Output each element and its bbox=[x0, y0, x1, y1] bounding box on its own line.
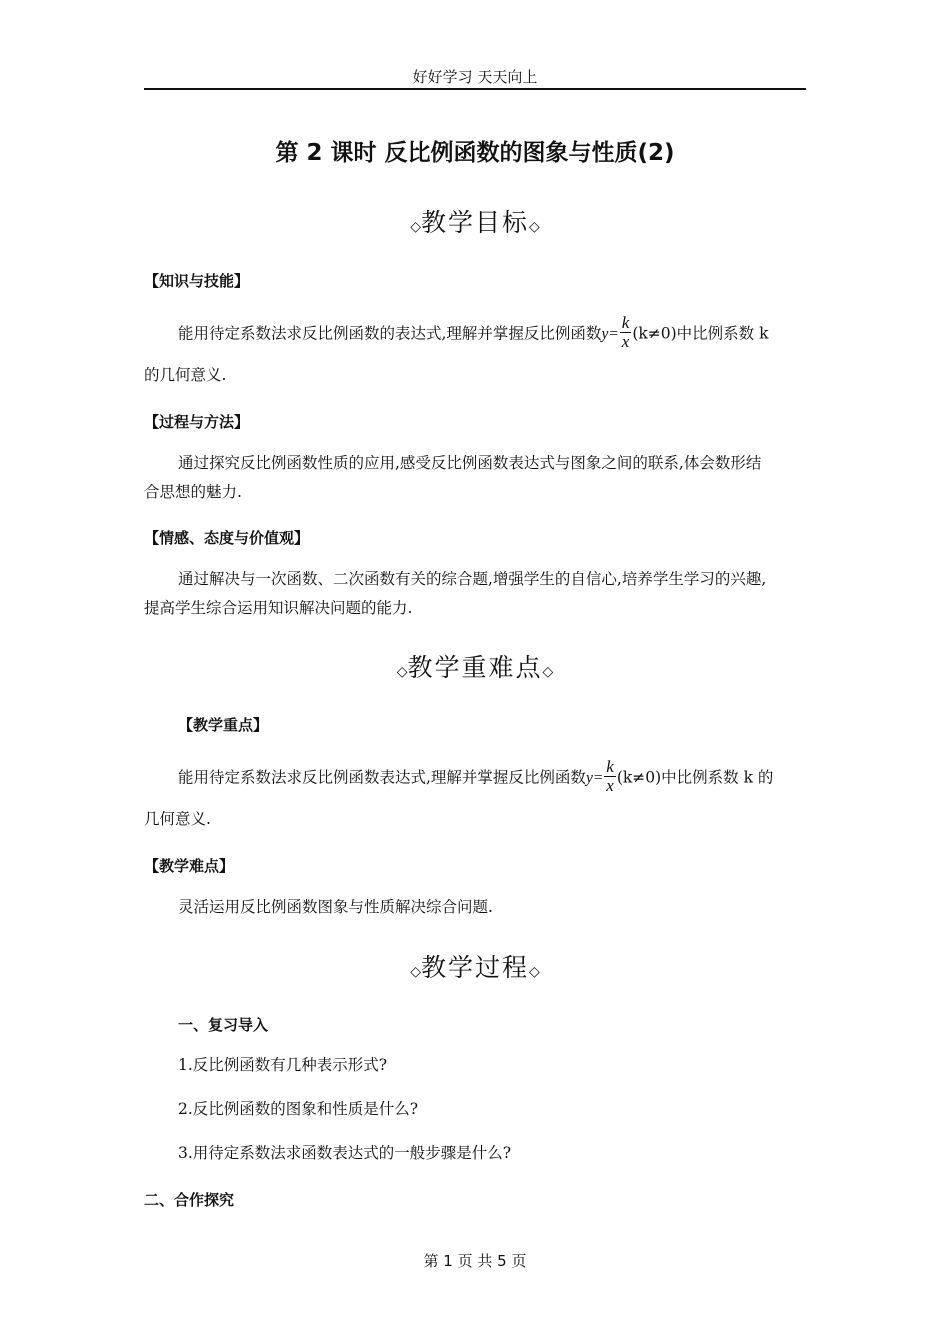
section-title-goals bbox=[0, 203, 950, 239]
formula-numerator: k bbox=[621, 313, 630, 332]
method-text-line-2: 合思想的魅力. bbox=[144, 483, 242, 501]
formula-fraction bbox=[620, 314, 632, 351]
attitude-text-line-1: 通过解决与一次函数、二次函数有关的综合题,增强学生的自信心,培养学生学习的兴趣, bbox=[178, 570, 767, 588]
section-title-process bbox=[0, 948, 950, 984]
diamond-icon: ◇ bbox=[410, 219, 421, 235]
formula-fraction bbox=[604, 758, 616, 795]
method-label: 【过程与方法】 bbox=[144, 413, 250, 431]
section-title-goals-text: 教学目标 bbox=[420, 208, 529, 237]
knowledge-text-part-1: 能用待定系数法求反比例函数的表达式,理解并掌握反比例函数 bbox=[178, 324, 602, 343]
formula-lhs: y= bbox=[585, 769, 604, 787]
formula-condition: (k≠0) bbox=[632, 324, 677, 343]
knowledge-text-line-2: 的几何意义. bbox=[144, 366, 227, 384]
focus-label: 【教学重点】 bbox=[178, 716, 269, 734]
diamond-icon: ◇ bbox=[410, 964, 421, 980]
focus-text-part-2: 中比例系数 k 的 bbox=[661, 768, 774, 787]
page-header: 好好学习 天天向上 bbox=[412, 68, 538, 86]
section-title-keypoints-text: 教学重难点 bbox=[407, 653, 543, 682]
focus-text-line-2: 几何意义. bbox=[144, 810, 211, 828]
lesson-title: 第 2 课时 反比例函数的图象与性质(2) bbox=[275, 140, 675, 166]
header-divider bbox=[144, 88, 806, 90]
page-number: 第 1 页 共 5 页 bbox=[423, 1252, 527, 1270]
formula-denominator: x bbox=[621, 332, 630, 351]
difficulty-label: 【教学难点】 bbox=[144, 857, 235, 875]
formula-denominator: x bbox=[606, 776, 614, 795]
knowledge-text-line-1 bbox=[178, 313, 769, 353]
knowledge-label: 【知识与技能】 bbox=[144, 272, 250, 290]
method-text-line-1: 通过探究反比例函数性质的应用,感受反比例函数表达式与图象之间的联系,体会数形结 bbox=[178, 454, 762, 472]
difficulty-text: 灵活运用反比例函数图象与性质解决综合问题. bbox=[178, 898, 493, 916]
section-title-keypoints bbox=[0, 648, 950, 684]
review-question: 2.反比例函数的图象和性质是什么? bbox=[178, 1100, 419, 1118]
part2-heading: 二、合作探究 bbox=[144, 1191, 235, 1209]
diamond-icon: ◇ bbox=[529, 964, 540, 980]
knowledge-text-part-2: 中比例系数 k bbox=[676, 324, 769, 343]
diamond-icon: ◇ bbox=[396, 664, 408, 680]
formula-lhs: y= bbox=[601, 325, 619, 343]
formula-numerator: k bbox=[606, 757, 614, 776]
section-title-process-text: 教学过程 bbox=[420, 953, 529, 982]
review-question: 3.用待定系数法求函数表达式的一般步骤是什么? bbox=[178, 1144, 512, 1162]
review-question: 1.反比例函数有几种表示形式? bbox=[178, 1056, 388, 1074]
part1-heading: 一、复习导入 bbox=[178, 1016, 269, 1034]
formula-condition: (k≠0) bbox=[616, 768, 662, 787]
focus-text-line-1 bbox=[178, 757, 774, 797]
attitude-text-line-2: 提高学生综合运用知识解决问题的能力. bbox=[144, 599, 413, 617]
attitude-label: 【情感、态度与价值观】 bbox=[144, 529, 310, 547]
diamond-icon: ◇ bbox=[542, 664, 554, 680]
diamond-icon: ◇ bbox=[529, 219, 540, 235]
focus-text-part-1: 能用待定系数法求反比例函数表达式,理解并掌握反比例函数 bbox=[178, 768, 586, 787]
